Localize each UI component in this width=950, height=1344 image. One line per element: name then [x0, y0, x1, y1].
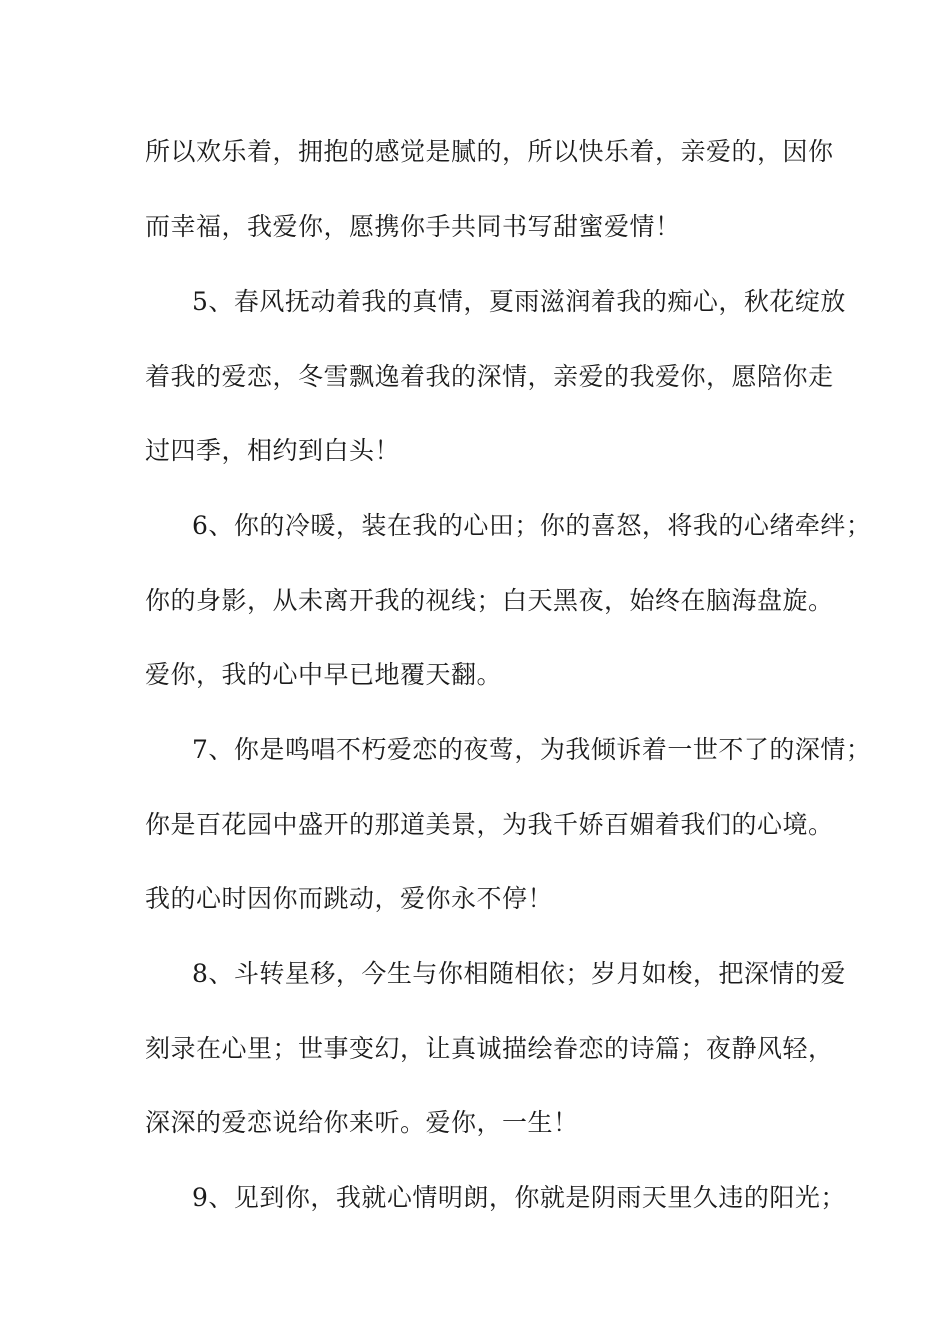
- paragraph-8-line-1: 8、斗转星移，今生与你相随相依；岁月如梭，把深情的爱: [192, 959, 846, 988]
- paragraph-5-line-2: 着我的爱恋，冬雪飘逸着我的深情，亲爱的我爱你，愿陪你走: [145, 362, 834, 391]
- text-line-1: 所以欢乐着，拥抱的感觉是腻的，所以快乐着，亲爱的，因你: [145, 137, 834, 166]
- paragraph-6-line-1: 6、你的冷暖，装在我的心田；你的喜怒，将我的心绪牵绊；: [192, 511, 872, 540]
- paragraph-5-line-3: 过四季，相约到白头！: [145, 436, 401, 465]
- paragraph-9-line-1: 9、见到你，我就心情明朗，你就是阴雨天里久违的阳光；: [192, 1183, 846, 1212]
- paragraph-8-line-2: 刻录在心里；世事变幻，让真诚描绘眷恋的诗篇；夜静风轻，: [145, 1034, 834, 1063]
- paragraph-5-line-1: 5、春风抚动着我的真情，夏雨滋润着我的痴心，秋花绽放: [192, 287, 846, 316]
- paragraph-6-line-2: 你的身影，从未离开我的视线；白天黑夜，始终在脑海盘旋。: [145, 586, 834, 615]
- paragraph-7-line-2: 你是百花园中盛开的那道美景，为我千娇百媚着我们的心境。: [145, 810, 834, 839]
- text-line-2: 而幸福，我爱你，愿携你手共同书写甜蜜爱情！: [145, 212, 681, 241]
- paragraph-7-line-1: 7、你是鸣唱不朽爱恋的夜莺，为我倾诉着一世不了的深情；: [192, 735, 872, 764]
- paragraph-8-line-3: 深深的爱恋说给你来听。爱你，一生！: [145, 1108, 579, 1137]
- paragraph-6-line-3: 爱你，我的心中早已地覆天翻。: [145, 660, 503, 689]
- paragraph-7-line-3: 我的心时因你而跳动，爱你永不停！: [145, 884, 554, 913]
